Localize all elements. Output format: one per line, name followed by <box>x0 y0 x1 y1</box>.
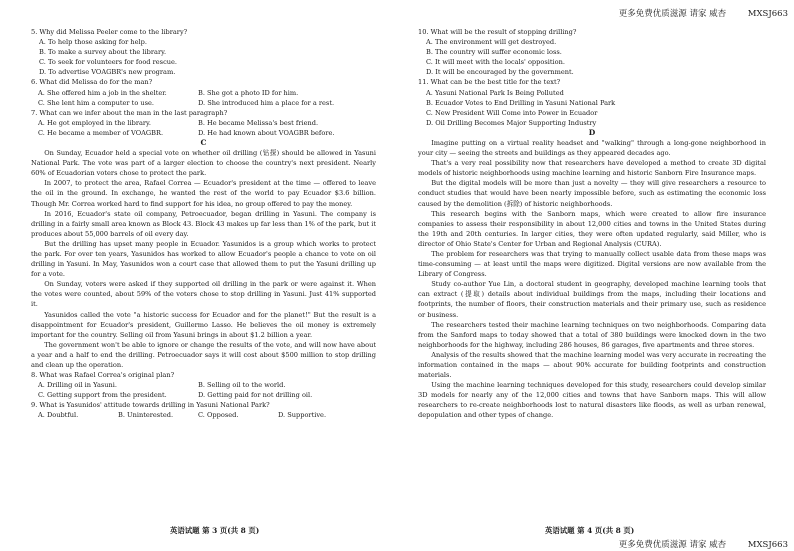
passage-paragraph: Imagine putting on a virtual reality headset and "walking" through a long-gone neighborhood in your city — seeing the streets and buildings as they appeared decades ago. <box>418 138 766 158</box>
header-text: 更多免费优质滋源 请家 威杏 <box>618 9 727 19</box>
option-b: B. The country will suffer economic loss. <box>426 48 562 57</box>
option-c: C. New President Will Come into Power in Ecuador <box>426 108 598 117</box>
option-c: C. To seek for volunteers for food rescue. <box>39 58 178 67</box>
option-d: D. He had known about VOAGBR before. <box>198 128 335 137</box>
question-5 <box>31 27 376 77</box>
header-text: 更多免费优质滋源 请家 威杏 <box>618 540 727 550</box>
passage-paragraph: On Sunday, voters were asked if they supported oil drilling in the park or were against it. When the votes were counted, about 59% of the voters chose to stop drilling in Yasuni. Just 41% supported it. <box>31 280 376 309</box>
question-6 <box>31 77 376 107</box>
option-b: B. Uninterested. <box>118 411 174 420</box>
header-watermark-top <box>619 7 788 19</box>
passage-paragraph: Using the machine learning techniques developed for this study, researchers could develop similar 3D models for nearly any of the 12,000 cities and towns that have Sanborn maps. This will allow researchers to re-create neighborhoods lost to natural disasters like floods, as well as urban renewal, depopulation and other types of change. <box>418 381 766 420</box>
header-code: MXSJ663 <box>747 9 788 19</box>
question-stem: 11. What can be the best title for the text? <box>418 78 561 87</box>
question-stem: 5. Why did Melissa Peeler come to the library? <box>31 28 188 36</box>
option-c: C. Opposed. <box>198 411 239 420</box>
passage-paragraph: Yasunidos called the vote "a historic success for Ecuador and for the planet!" But the result is a disappointment for Ecuador's president, Guillermo Lasso. He believes the oil money is extremely important for the country. Selling oil from Yasuni brings in about $1.2 billion a year. <box>31 310 376 339</box>
question-stem: 10. What will be the result of stopping drilling? <box>418 28 577 36</box>
option-a: A. To help those asking for help. <box>39 38 147 47</box>
option-b: B. To make a survey about the library. <box>39 48 167 57</box>
page-3-footer: 英语试题 第 3 页(共 8 页) <box>170 526 260 535</box>
option-b: B. She got a photo ID for him. <box>198 88 299 97</box>
passage-paragraph: That's a very real possibility now that researchers have developed a method to create 3D digital models of historic neighborhoods using machine learning and historic Sanborn Fire Insurance maps. <box>418 159 766 178</box>
page-3-column <box>31 27 376 421</box>
option-d: D. She introduced him a place for a rest. <box>198 98 335 107</box>
question-8 <box>31 370 376 400</box>
header-code: MXSJ663 <box>747 540 788 550</box>
option-a: A. He got employed in the library. <box>38 118 152 127</box>
option-c: C. Getting support from the president. <box>38 391 167 400</box>
question-7 <box>31 108 376 138</box>
page-4-footer: 英语试题 第 4 页(共 8 页) <box>545 526 635 535</box>
option-a: A. She offered him a job in the shelter. <box>38 88 167 97</box>
question-stem: 9. What is Yasunidos' attitude towards drilling in Yasuni National Park? <box>31 401 270 410</box>
passage-paragraph: The researchers tested their machine learning techniques on two neighborhoods. Comparing data from the Sanford maps to today showed that a total of 380 buildings were knocked down in the two neighborhoods for the highway, including 286 houses, 86 garages, five apartments and three stores. <box>418 320 766 349</box>
option-c: C. It will meet with the locals' opposition. <box>426 58 565 67</box>
option-d: D. Oil Drilling Becomes Major Supporting Industry <box>426 118 597 127</box>
question-stem: 8. What was Rafael Correa's original plan? <box>31 371 175 380</box>
section-heading-c: C <box>200 138 207 148</box>
option-b: B. Selling oil to the world. <box>198 381 286 390</box>
option-b: B. Ecuador Votes to End Drilling in Yasuni National Park <box>426 98 616 107</box>
passage-paragraph: This research begins with the Sanborn maps, which were created to allow fire insurance companies to assess their responsibility in about 12,000 cities and towns in the United States during the 19th and 20th centuries. In larger cities, they were often updated regularly, said Miller, who is director of Ohio State's Center for Urban and Regional Analysis (CURA). <box>418 209 766 248</box>
option-d: D. Supportive. <box>278 411 327 420</box>
passage-paragraph: But the digital models will be more than just a novelty — they will give researchers a resource to conduct studies that would have been nearly impossible before, such as estimating the economic loss caused by the demolition (拆除) of historic neighborhoods. <box>418 179 766 208</box>
option-c: C. She lent him a computer to use. <box>38 98 155 107</box>
passage-paragraph: But the drilling has upset many people in Ecuador. Yasunidos is a group which works to protect the park. For over ten years, Yasunidos has worked to allow Ecuador's people a chance to vote on oil drilling in Yasuni. In May, Yasunidos won a court case that allowed them to put the Yasuni drilling up for a vote. <box>31 239 376 279</box>
passage-paragraph: Study co-author Yue Lin, a doctoral student in geography, developed machine learning tools that can extract (提取) details about individual buildings from the maps, including their locations and footprints, the number of floors, their construction materials and their primary use, such as residence or business. <box>418 280 766 319</box>
option-d: D. To advertise VOAGBR's new program. <box>39 68 176 77</box>
question-11 <box>418 77 766 127</box>
section-heading-d: D <box>588 127 596 137</box>
option-a: A. Doubtful. <box>38 411 79 420</box>
option-b: B. He became Melissa's best friend. <box>198 118 319 127</box>
passage-paragraph: Analysis of the results showed that the machine learning model was very accurate in recreating the information contained in the maps — about 90% accurate for building footprints and construction materials. <box>418 350 766 380</box>
passage-paragraph: The government won't be able to ignore or change the results of the vote, and will now have about a year and a half to end the drilling. Petroecuador says it will cost about $500 million to stop drilling and clean up the operation. <box>31 340 376 369</box>
option-a: A. The environment will get destroyed. <box>426 38 557 47</box>
option-d: D. Getting paid for not drilling oil. <box>198 391 313 400</box>
question-9 <box>31 400 376 420</box>
question-10 <box>418 27 766 77</box>
passage-paragraph: The problem for researchers was that trying to manually collect usable data from these maps was time-consuming — at least until the maps were digitized. Digital versions are now available from the Library of Congress. <box>418 249 766 279</box>
passage-paragraph: On Sunday, Ecuador held a special vote on whether oil drilling (钻探) should be allowed in Yasuni National Park. The vote was part of a larger election to choose the country's next president. Nearly 60% of Ecuadorian voters chose to protect the park. <box>31 149 376 178</box>
option-d: D. It will be encouraged by the government. <box>426 68 574 77</box>
passage-paragraph: In 2007, to protect the area, Rafael Correa — Ecuador's president at the time — offered to leave the oil in the ground. In exchange, he wanted the rest of the world to pay Ecuador $3.6 billion. Though Mr. Correa worked hard to find support for his idea, no group offered to pay the money. <box>31 179 376 208</box>
question-stem: 6. What did Melissa do for the man? <box>31 78 153 87</box>
option-c: C. He became a member of VOAGBR. <box>38 128 164 137</box>
question-stem: 7. What can we infer about the man in the last paragraph? <box>31 108 228 117</box>
header-watermark-bottom <box>619 538 788 550</box>
passage-paragraph: In 2016, Ecuador's state oil company, Petroecuador, began drilling in Yasuni. The company is drilling in a fairly small area known as Block 43. Block 43 makes up far less than 1% of the park, but it produces about 55,000 barrels of oil every day. <box>31 209 376 238</box>
page-4-column <box>418 27 766 421</box>
option-a: A. Yasuni National Park Is Being Polluted <box>426 88 564 97</box>
option-a: A. Drilling oil in Yasuni. <box>38 381 117 390</box>
